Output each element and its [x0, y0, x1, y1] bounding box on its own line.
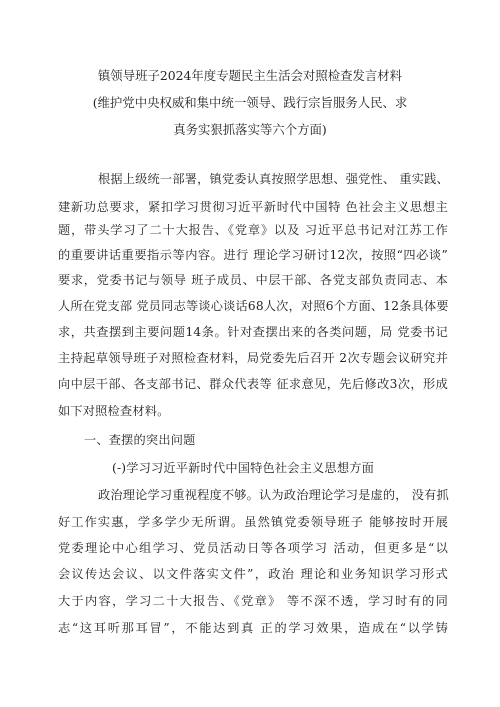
- subtitle-line: (维护党中央权威和集中统一领导、践行宗旨服务人民、求: [92, 95, 408, 110]
- paragraph-line: 如下对照检查材料。: [58, 404, 170, 418]
- paragraph-line: 志“这耳听那耳冒”，不能达到真 正的学习效果，造成在“以学铸: [58, 621, 448, 635]
- title-line: 镇领导班子2024年度专题民主生活会对照检查发言材料: [97, 68, 403, 83]
- subtitle-line: 真务实狠抓落实等六个方面): [173, 122, 327, 137]
- paragraph-line: 人所在党支部 党员同志等谈心谈话68人次，对照6个方面、12条具体要: [58, 299, 449, 313]
- paragraph-line: 建新功总要求，紧扣学习贯彻习近平新时代中国特 色社会主义思想主: [58, 200, 448, 214]
- section-heading: 一、查摆的突出问题: [84, 433, 196, 447]
- paragraph-line: 题，带头学习了二十大报告、《党章》以及 习近平总书记对江苏工作: [58, 223, 448, 237]
- document-title: [0, 62, 500, 143]
- paragraph-line: 党委理论中心组学习、党员活动日等各项学习 活动，但更多是“以: [58, 541, 448, 555]
- paragraph-line: 向中层干部、各支部书记、群众代表等 征求意见，先后修改3次，形成: [58, 377, 448, 391]
- paragraph-line: 主持起草领导班子对照检查材料，局党委先后召开 2次专题会议研究并: [58, 351, 448, 365]
- paragraph-line: 大于内容，学习二十大报告、《党章》 等不深不透，学习时有的同: [58, 594, 448, 608]
- paragraph-line: 根据上级统一部署，镇党委认真按照学思想、强党性、 重实践、: [98, 172, 449, 186]
- paragraph-line: 会议传达会议、以文件落实文件”，政治 理论和业务知识学习形式: [58, 567, 448, 581]
- paragraph-line: 求，共查摆到主要问题14条。针对查摆出来的各类问题，局 党委书记: [58, 325, 448, 339]
- paragraph-line: 好工作实惠，学多学少无所谓。虽然镇党委领导班子 能够按时开展: [58, 515, 448, 529]
- paragraph-line: 政治理论学习重视程度不够。认为政治理论学习是虚的， 没有抓: [98, 488, 449, 502]
- paragraph-line: 的重要讲话重要指示等内容。进行 理论学习研讨12次，按照“四必谈”: [58, 248, 448, 262]
- subsection-heading: (-)学习习近平新时代中国特色社会主义思想方面: [112, 461, 374, 475]
- paragraph-line: 要求，党委书记与领导 班子成员、中层干部、各党支部负责同志、本: [58, 273, 448, 287]
